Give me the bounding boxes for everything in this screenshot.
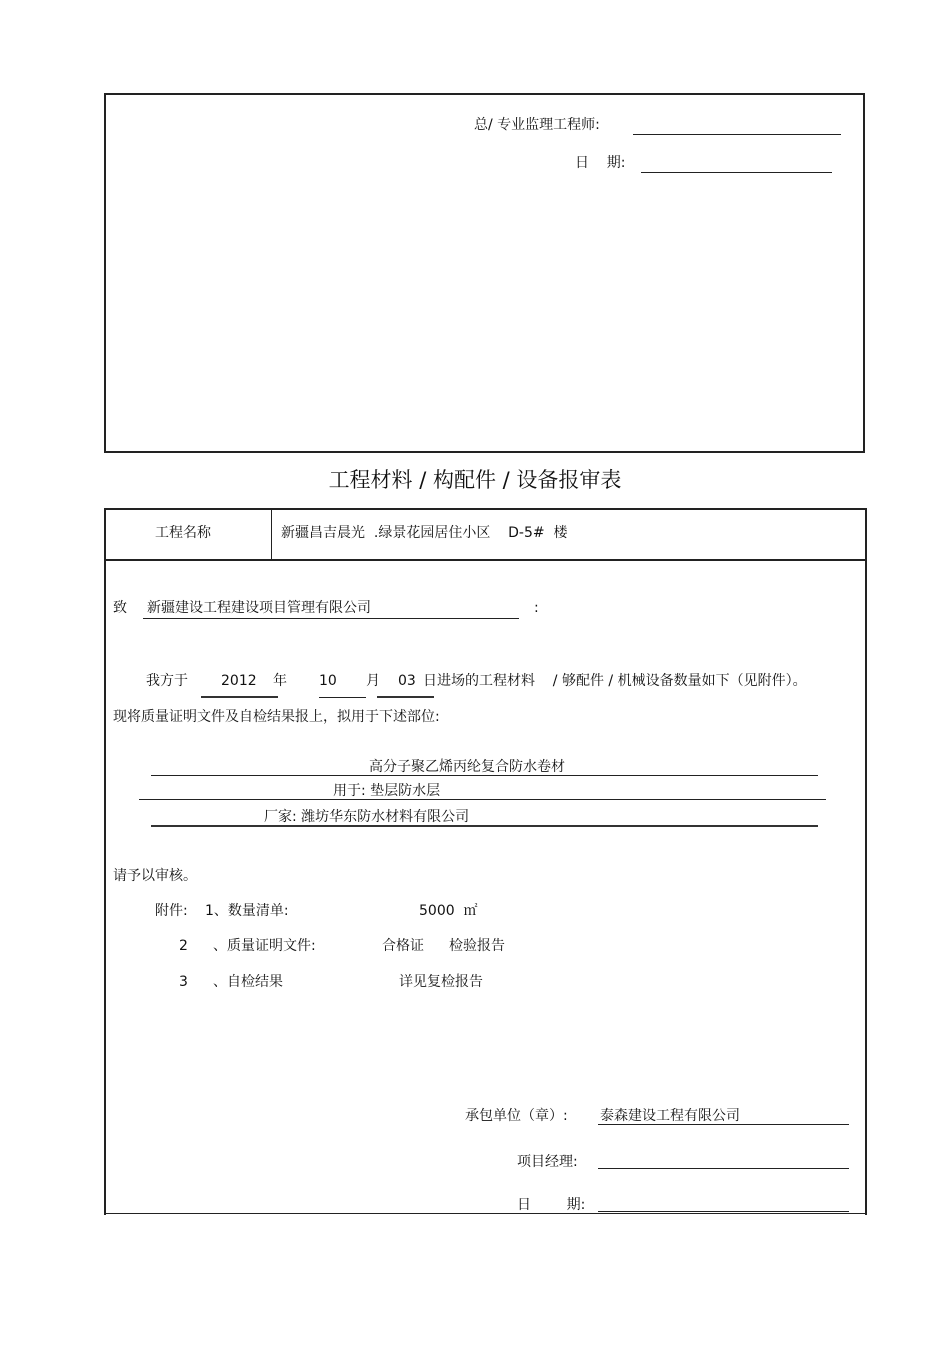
material-maker: 厂家: 潍坊华东防水材料有限公司 bbox=[264, 809, 470, 825]
arrival-year-underline bbox=[201, 696, 278, 698]
contractor-date-line bbox=[598, 1211, 849, 1212]
arrival-day-underline bbox=[377, 696, 434, 698]
arrival-line2: 现将质量证明文件及自检结果报上，拟用于下述部位: bbox=[113, 709, 440, 725]
to-prefix: 致 bbox=[113, 600, 127, 616]
attachment-2-value-report: 检验报告 bbox=[449, 938, 505, 954]
supervisor-date-line bbox=[641, 172, 832, 173]
material-use-line bbox=[139, 799, 826, 800]
project-cell-divider bbox=[271, 510, 272, 559]
attachment-3-label: 、自检结果 bbox=[213, 974, 283, 990]
request-text: 请予以审核。 bbox=[113, 868, 197, 884]
form-bottom-line bbox=[104, 1213, 867, 1214]
arrival-prefix: 我方于 bbox=[146, 673, 188, 689]
supervisor-label: 总/ 专业监理工程师: bbox=[474, 117, 600, 133]
material-maker-line bbox=[151, 825, 818, 827]
contractor-unit-value: 泰森建设工程有限公司 bbox=[600, 1108, 740, 1124]
to-company: 新疆建设工程建设项目管理有限公司 bbox=[147, 600, 371, 616]
attachment-3-number: 3 bbox=[179, 974, 188, 990]
attachments-label: 附件: bbox=[155, 903, 188, 919]
page-title: 工程材料 / 构配件 / 设备报审表 bbox=[328, 468, 622, 492]
project-name-label: 工程名称 bbox=[155, 525, 211, 541]
material-use: 用于: 垫层防水层 bbox=[333, 783, 441, 799]
attachment-1-label: 1、数量清单: bbox=[205, 903, 289, 919]
supervisor-signature-line bbox=[633, 134, 841, 135]
arrival-year-unit: 年 bbox=[273, 673, 287, 689]
arrival-rest: 日进场的工程材料 / 够配件 / 机械设备数量如下（见附件）。 bbox=[423, 673, 807, 689]
project-name-value: 新疆昌吉晨光 .绿景花园居住小区 D-5# 楼 bbox=[281, 525, 568, 541]
arrival-month-unit: 月 bbox=[366, 673, 380, 689]
contractor-date-label: 日 期: bbox=[517, 1197, 586, 1213]
arrival-day: 03 bbox=[398, 673, 416, 689]
attachment-2-number: 2 bbox=[179, 938, 188, 954]
arrival-month: 10 bbox=[319, 673, 337, 689]
attachment-3-value: 详见复检报告 bbox=[399, 974, 483, 990]
to-company-line bbox=[143, 618, 519, 619]
contractor-unit-label: 承包单位（章）: bbox=[465, 1108, 568, 1124]
supervisor-box bbox=[104, 93, 865, 453]
attachment-1-value: 5000 ㎡ bbox=[419, 903, 478, 919]
project-manager-label: 项目经理: bbox=[517, 1154, 578, 1170]
project-manager-line bbox=[598, 1168, 849, 1169]
arrival-month-underline bbox=[319, 697, 366, 698]
attachment-2-value-certificate: 合格证 bbox=[382, 938, 424, 954]
project-row-divider bbox=[104, 559, 867, 561]
arrival-year: 2012 bbox=[221, 673, 257, 689]
contractor-unit-line bbox=[598, 1124, 849, 1125]
material-name-line bbox=[151, 775, 818, 776]
supervisor-date-label: 日 期: bbox=[575, 155, 626, 171]
to-colon: : bbox=[534, 600, 539, 616]
attachment-2-label: 、质量证明文件: bbox=[213, 938, 316, 954]
material-name: 高分子聚乙烯丙纶复合防水卷材 bbox=[369, 759, 565, 775]
